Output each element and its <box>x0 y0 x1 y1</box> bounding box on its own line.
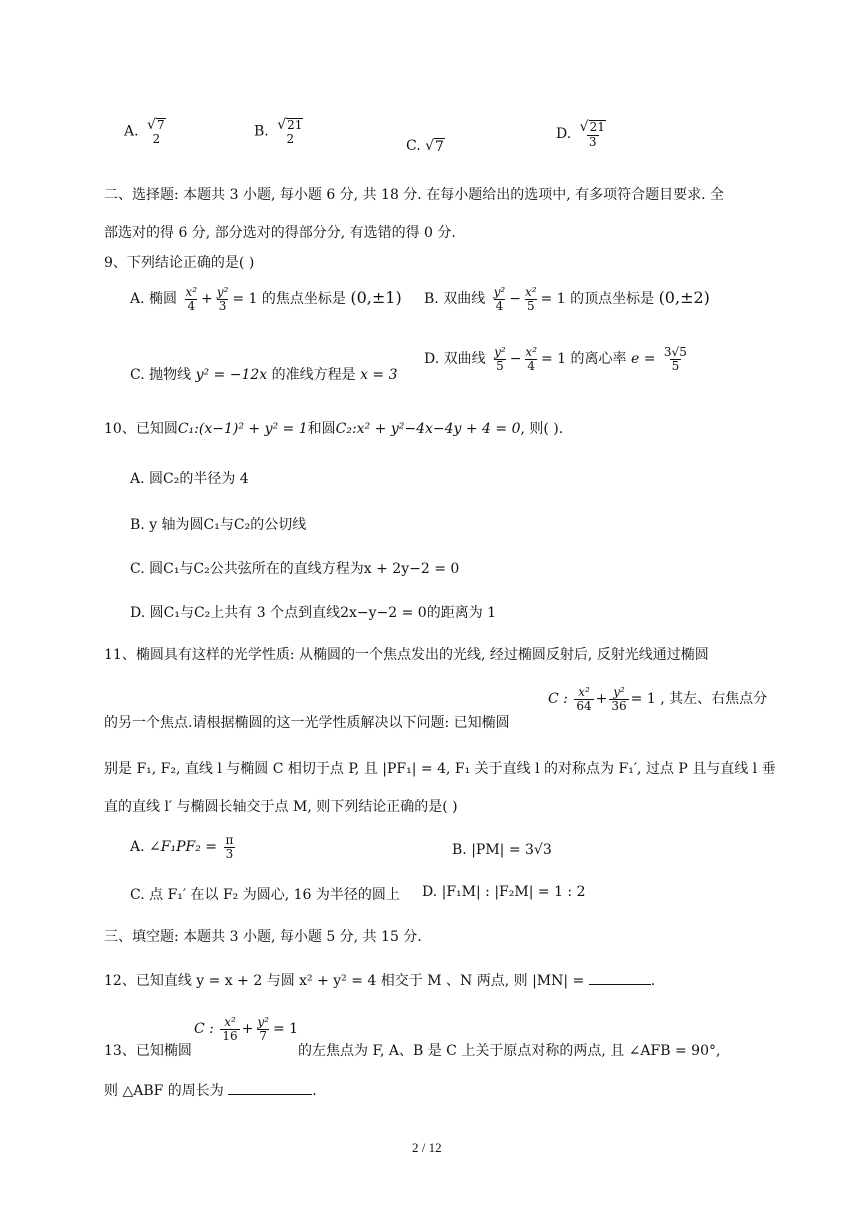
option-label: A. <box>130 839 145 856</box>
equals-one: = 1 <box>540 291 566 308</box>
equals-one: = 1 <box>541 351 567 368</box>
q11-option-d: D. |F₁M| : |F₂M| = 1 : 2 <box>422 884 586 900</box>
q11-option-b: B. |PM| = 3√3 <box>452 842 552 858</box>
fraction: $\frac{\text{y²}}{3}$ <box>216 285 229 313</box>
fraction: $\frac{\text{x²}}{16}$ <box>222 1015 238 1043</box>
q11-option-c: C. 点 F₁′ 在以 F₂ 为圆心, 16 为半径的圆上 <box>130 887 400 903</box>
q8-option-c: C. √ 7 <box>406 138 444 155</box>
q9-option-d: D. 双曲线 $\frac{\text{y²}}{5}$ − $\frac{\text{x²}}{4}$ = 1 的离心率 e = $\frac{3√5}{5}$ <box>424 345 687 373</box>
q11-line3: 别是 F₁, F₂, 直线 l 与椭圆 C 相切于点 P, 且 |PF₁| = 4, F₁ 关于直线 l 的对称点为 F₁′, 过点 P 且与直线 l 垂 <box>104 761 776 777</box>
equation: C : <box>548 691 568 708</box>
fraction: √ 7 2 <box>147 117 165 146</box>
stem-text: , 则( ). <box>520 421 564 437</box>
fraction: √ 21 3 <box>579 119 605 149</box>
equation: e = <box>631 351 656 368</box>
q11-line4: 直的直线 l′ 与椭圆长轴交于点 M, 则下列结论正确的是( ) <box>104 799 458 815</box>
fraction: $\frac{\text{x²}}{5}$ <box>524 285 537 313</box>
fraction: $\frac{\text{x²}}{64}$ <box>576 685 592 713</box>
equals-one: = 1 <box>232 291 258 308</box>
denominator: 2 <box>286 131 295 146</box>
stem-text: 的另一个焦点.请根据椭圆的这一光学性质解决以下问题: 已知椭圆 <box>104 715 510 731</box>
answer-blank[interactable] <box>589 972 651 985</box>
option-text: A. 椭圆 <box>130 291 178 308</box>
q8-option-b <box>254 118 307 145</box>
numerator: 7 <box>156 118 165 132</box>
equals-one: = 1 <box>272 1021 299 1038</box>
question-text: . <box>312 1083 317 1099</box>
option-value: (0,±2) <box>658 288 710 308</box>
question-text: 则 △ABF 的周长为 <box>104 1083 224 1099</box>
stem-text: 和圆 <box>307 421 336 437</box>
equation: C₂:x² + y²−4x−4y + 4 = 0 <box>335 421 521 437</box>
q11-line2 <box>104 712 510 732</box>
numerator: 21 <box>287 118 303 132</box>
option-value: (0,±1) <box>350 288 402 308</box>
equation: C : <box>194 1021 214 1038</box>
fraction: $\frac{\text{y²}}{36}$ <box>611 685 627 713</box>
option-value: x = 3 <box>360 367 398 383</box>
q13-ellipse-equation: C : $\frac{\text{x²}}{16}$ + $\frac{\text{y²}}{7}$ = 1 <box>194 1015 299 1043</box>
option-text: 的准线方程是 <box>271 367 356 383</box>
q10-option-a: A. 圆C₂的半径为 4 <box>130 471 249 487</box>
equation: y² = −12x <box>195 367 268 383</box>
q11-ellipse-equation: C : $\frac{\text{x²}}{64}$ + $\frac{\text{y²}}{36}$ = 1 , 其左、右焦点分 <box>548 685 768 713</box>
denominator: 3 <box>588 134 597 149</box>
q13-line2 <box>104 1080 317 1100</box>
option-text: 的离心率 <box>570 351 627 368</box>
section3-header: 三、填空题: 本题共 3 小题, 每小题 5 分, 共 15 分. <box>104 929 422 945</box>
option-text: D. 双曲线 <box>424 351 486 368</box>
q9-option-c <box>130 364 398 384</box>
q9-stem: 9、下列结论正确的是( ) <box>104 255 255 271</box>
option-label: D. <box>556 126 572 143</box>
numerator: 21 <box>589 120 605 134</box>
option-text: 的顶点坐标是 <box>570 291 655 308</box>
question-text: . <box>650 973 656 989</box>
q13-line1-post: 的左焦点为 F, A、B 是 C 上关于原点对称的两点, 且 ∠AFB = 90°, <box>298 1043 721 1059</box>
fraction: $\frac{\pi}{3}$ <box>225 833 234 861</box>
question-text: 12、已知直线 y = x + 2 与圆 x² + y² = 4 相交于 M 、N 两点, 则 |MN| = <box>104 973 585 989</box>
section2-line1: 二、选择题: 本题共 3 小题, 每小题 6 分, 共 18 分. 在每小题给出的选项中, 有多项符合题目要求. 全 <box>104 187 724 203</box>
q11-line1: 11、椭圆具有这样的光学性质: 从椭圆的一个焦点发出的光线, 经过椭圆反射后, 反射光线通过椭圆 <box>104 647 709 663</box>
stem-text: 10、已知圆 <box>104 421 178 437</box>
q13-line1-pre: 13、已知椭圆 <box>104 1043 192 1059</box>
denominator: 2 <box>152 131 161 146</box>
q10-option-d: D. 圆C₁与C₂上共有 3 个点到直线2x−y−2 = 0的距离为 1 <box>130 605 497 621</box>
answer-blank[interactable] <box>228 1082 312 1095</box>
radicand: 7 <box>435 139 444 155</box>
q10-option-b: B. y 轴为圆C₁与C₂的公切线 <box>130 517 307 533</box>
q8-option-d <box>556 120 610 148</box>
stem-text: , 其左、右焦点分 <box>660 691 768 708</box>
q9-option-a: A. 椭圆 $\frac{\text{x²}}{4}$ + $\frac{\text{y²}}{3}$ = 1 的焦点坐标是 (0,±1) <box>130 285 402 313</box>
option-label: A. <box>124 123 139 140</box>
option-text: B. 双曲线 <box>424 291 486 308</box>
q10-option-c: C. 圆C₁与C₂公共弦所在的直线方程为x + 2y−2 = 0 <box>130 561 460 577</box>
section2-line2: 部选对的得 6 分, 部分选对的得部分分, 有选错的得 0 分. <box>104 225 456 241</box>
fraction: $\frac{3√5}{5}$ <box>663 345 687 373</box>
fraction: $\frac{\text{y²}}{5}$ <box>494 345 506 373</box>
fraction: $\frac{\text{y²}}{7}$ <box>257 1015 269 1043</box>
fraction: $\frac{\text{x²}}{4}$ <box>525 345 537 373</box>
fraction: $\frac{\text{x²}}{4}$ <box>185 285 198 313</box>
option-label: B. <box>254 123 269 140</box>
fraction: √ 21 2 <box>277 117 303 146</box>
equation: C₁:(x−1)² + y² = 1 <box>177 421 308 437</box>
q9-option-b: B. 双曲线 $\frac{\text{y²}}{4}$ − $\frac{\text{x²}}{5}$ = 1 的顶点坐标是 (0,±2) <box>424 285 710 313</box>
q10-stem <box>104 418 563 438</box>
page-number: 2 / 12 <box>412 1140 442 1155</box>
equation: ∠F₁PF₂ = <box>149 839 217 856</box>
q11-option-a <box>130 834 237 860</box>
q8-option-a <box>124 118 170 145</box>
fraction: $\frac{\text{y²}}{4}$ <box>493 285 506 313</box>
equals-one: = 1 <box>630 691 656 708</box>
option-text: C. 抛物线 <box>130 367 192 383</box>
option-label: C. <box>406 138 421 154</box>
option-text: 的焦点坐标是 <box>261 291 346 308</box>
q12 <box>104 970 655 990</box>
